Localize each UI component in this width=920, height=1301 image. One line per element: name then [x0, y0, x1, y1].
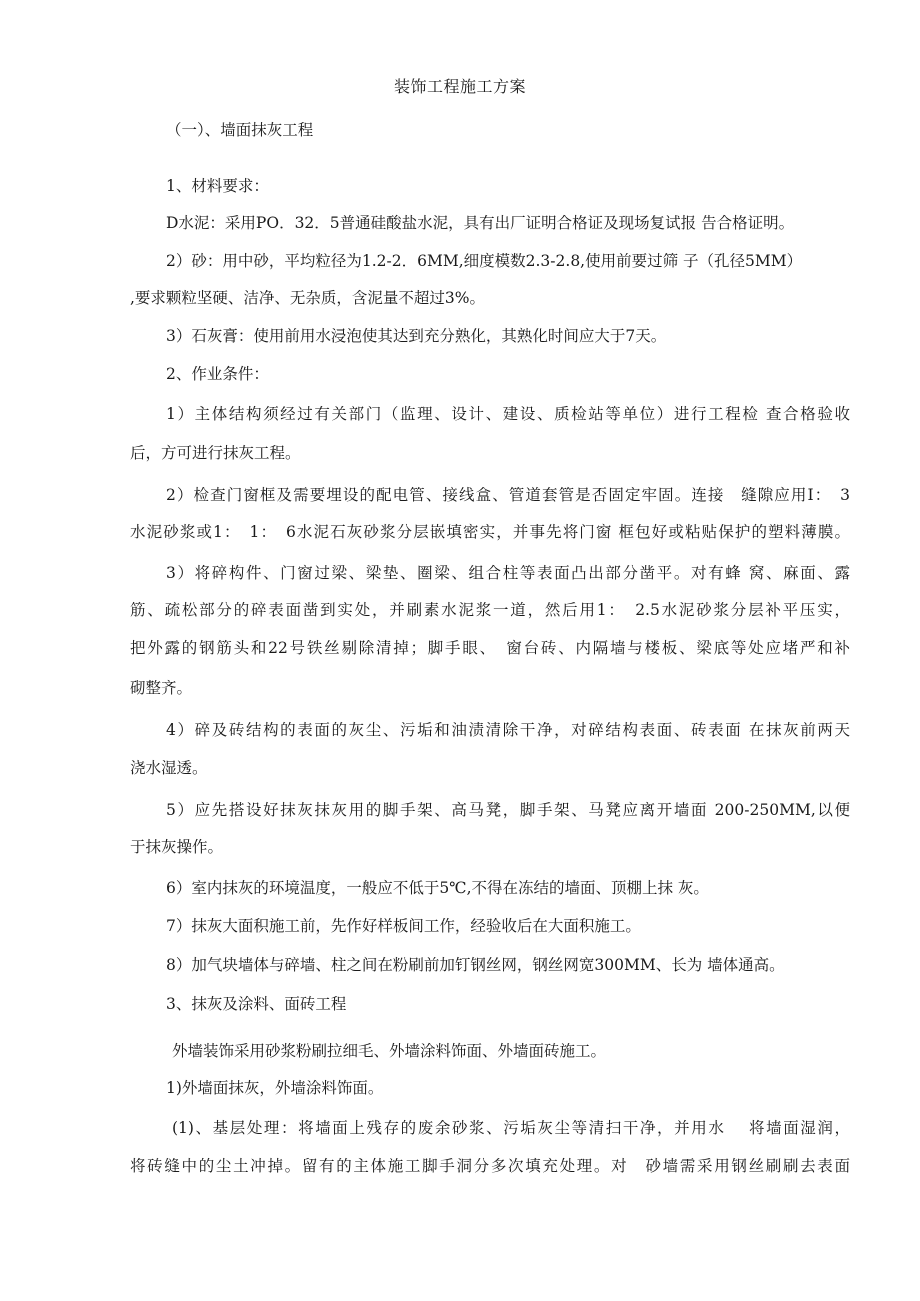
paragraph-line: 于抹灰操作。 — [130, 838, 224, 856]
paragraph-line: 把外露的钢筋头和22号铁丝剔除清掉；脚手眼、 窗台砖、内隔墙与楼板、梁底等处应堵严和补 — [130, 639, 850, 657]
paragraph-line: 1、材料要求： — [166, 177, 269, 195]
paragraph-line: ,要求颗粒坚硬、洁净、无杂质，含泥量不超过3%。 — [130, 289, 486, 307]
paragraph-line: (1)、基层处理：将墙面上残存的废余砂浆、污垢灰尘等清扫干净，并用水 将墙面湿润， — [172, 1119, 850, 1137]
paragraph-line: 3、抹灰及涂料、面砖工程 — [166, 995, 347, 1013]
paragraph-line: 3）石灰膏：使用前用水浸泡使其达到充分熟化，其熟化时间应大于7天。 — [166, 327, 667, 345]
paragraph-line: D水泥：采用PO．32．5普通硅酸盐水泥，具有出厂证明合格证及现场复试报 告合格证明。 — [166, 214, 795, 232]
paragraph-line: 5）应先搭设好抹灰抹灰用的脚手架、高马凳，脚手架、马凳应离开墙面 200-250MM,以便 — [166, 801, 850, 819]
paragraph-line: 砌整齐。 — [130, 679, 193, 697]
paragraph-line: 3）将碎构件、门窗过梁、梁垫、圈梁、组合柱等表面凸出部分凿平。对有蜂 窝、麻面、露 — [166, 564, 850, 582]
paragraph-line: 浇水湿透。 — [130, 759, 208, 777]
document-title: 装饰工程施工方案 — [393, 77, 526, 96]
paragraph-line: 2）检查门窗框及需要埋设的配电管、接线盒、管道套管是否固定牢固。连接 缝隙应用I： 3 — [166, 486, 850, 504]
paragraph-line: 将砖缝中的尘土冲掉。留有的主体施工脚手洞分多次填充处理。对 砂墙需采用钢丝刷刷去表面 — [130, 1157, 850, 1175]
paragraph-line: 后，方可进行抹灰工程。 — [130, 444, 301, 462]
paragraph-line: 2、作业条件： — [166, 365, 269, 383]
paragraph-line: 4）碎及砖结构的表面的灰尘、污垢和油渍清除干净，对碎结构表面、砖表面 在抹灰前两天 — [166, 721, 850, 739]
paragraph-line: 8）加气块墙体与碎墙、柱之间在粉刷前加钉钢丝网，钢丝网宽300MM、长为 墙体通高。 — [166, 956, 785, 974]
paragraph-line: 6）室内抹灰的环境温度，一般应不低于5℃,不得在冻结的墙面、顶棚上抹 灰。 — [166, 879, 709, 897]
paragraph-line: 水泥砂浆或1： 1： 6水泥石灰砂浆分层嵌填密实，并事先将门窗 框包好或粘贴保护的塑料薄膜。 — [130, 523, 850, 541]
paragraph-line: 1)外墙面抹灰，外墙涂料饰面。 — [166, 1079, 384, 1097]
section-heading: （一）、墙面抹灰工程 — [166, 121, 314, 139]
paragraph-line: 2）砂：用中砂，平均粒径为1.2-2．6MM,细度模数2.3-2.8,使用前要过筛 子（孔径5MM） — [166, 252, 803, 270]
paragraph-line: 7）抹灰大面积施工前，先作好样板间工作，经验收后在大面积施工。 — [166, 917, 641, 935]
paragraph-line: 外墙装饰采用砂浆粉刷拉细毛、外墙涂料饰面、外墙面砖施工。 — [172, 1042, 607, 1060]
paragraph-line: 1）主体结构须经过有关部门（监理、设计、建设、质检站等单位）进行工程检 查合格验收 — [166, 405, 850, 423]
paragraph-line: 筋、疏松部分的碎表面凿到实处，并刷素水泥浆一道，然后用1： 2.5水泥砂浆分层补平压实， — [130, 601, 850, 619]
